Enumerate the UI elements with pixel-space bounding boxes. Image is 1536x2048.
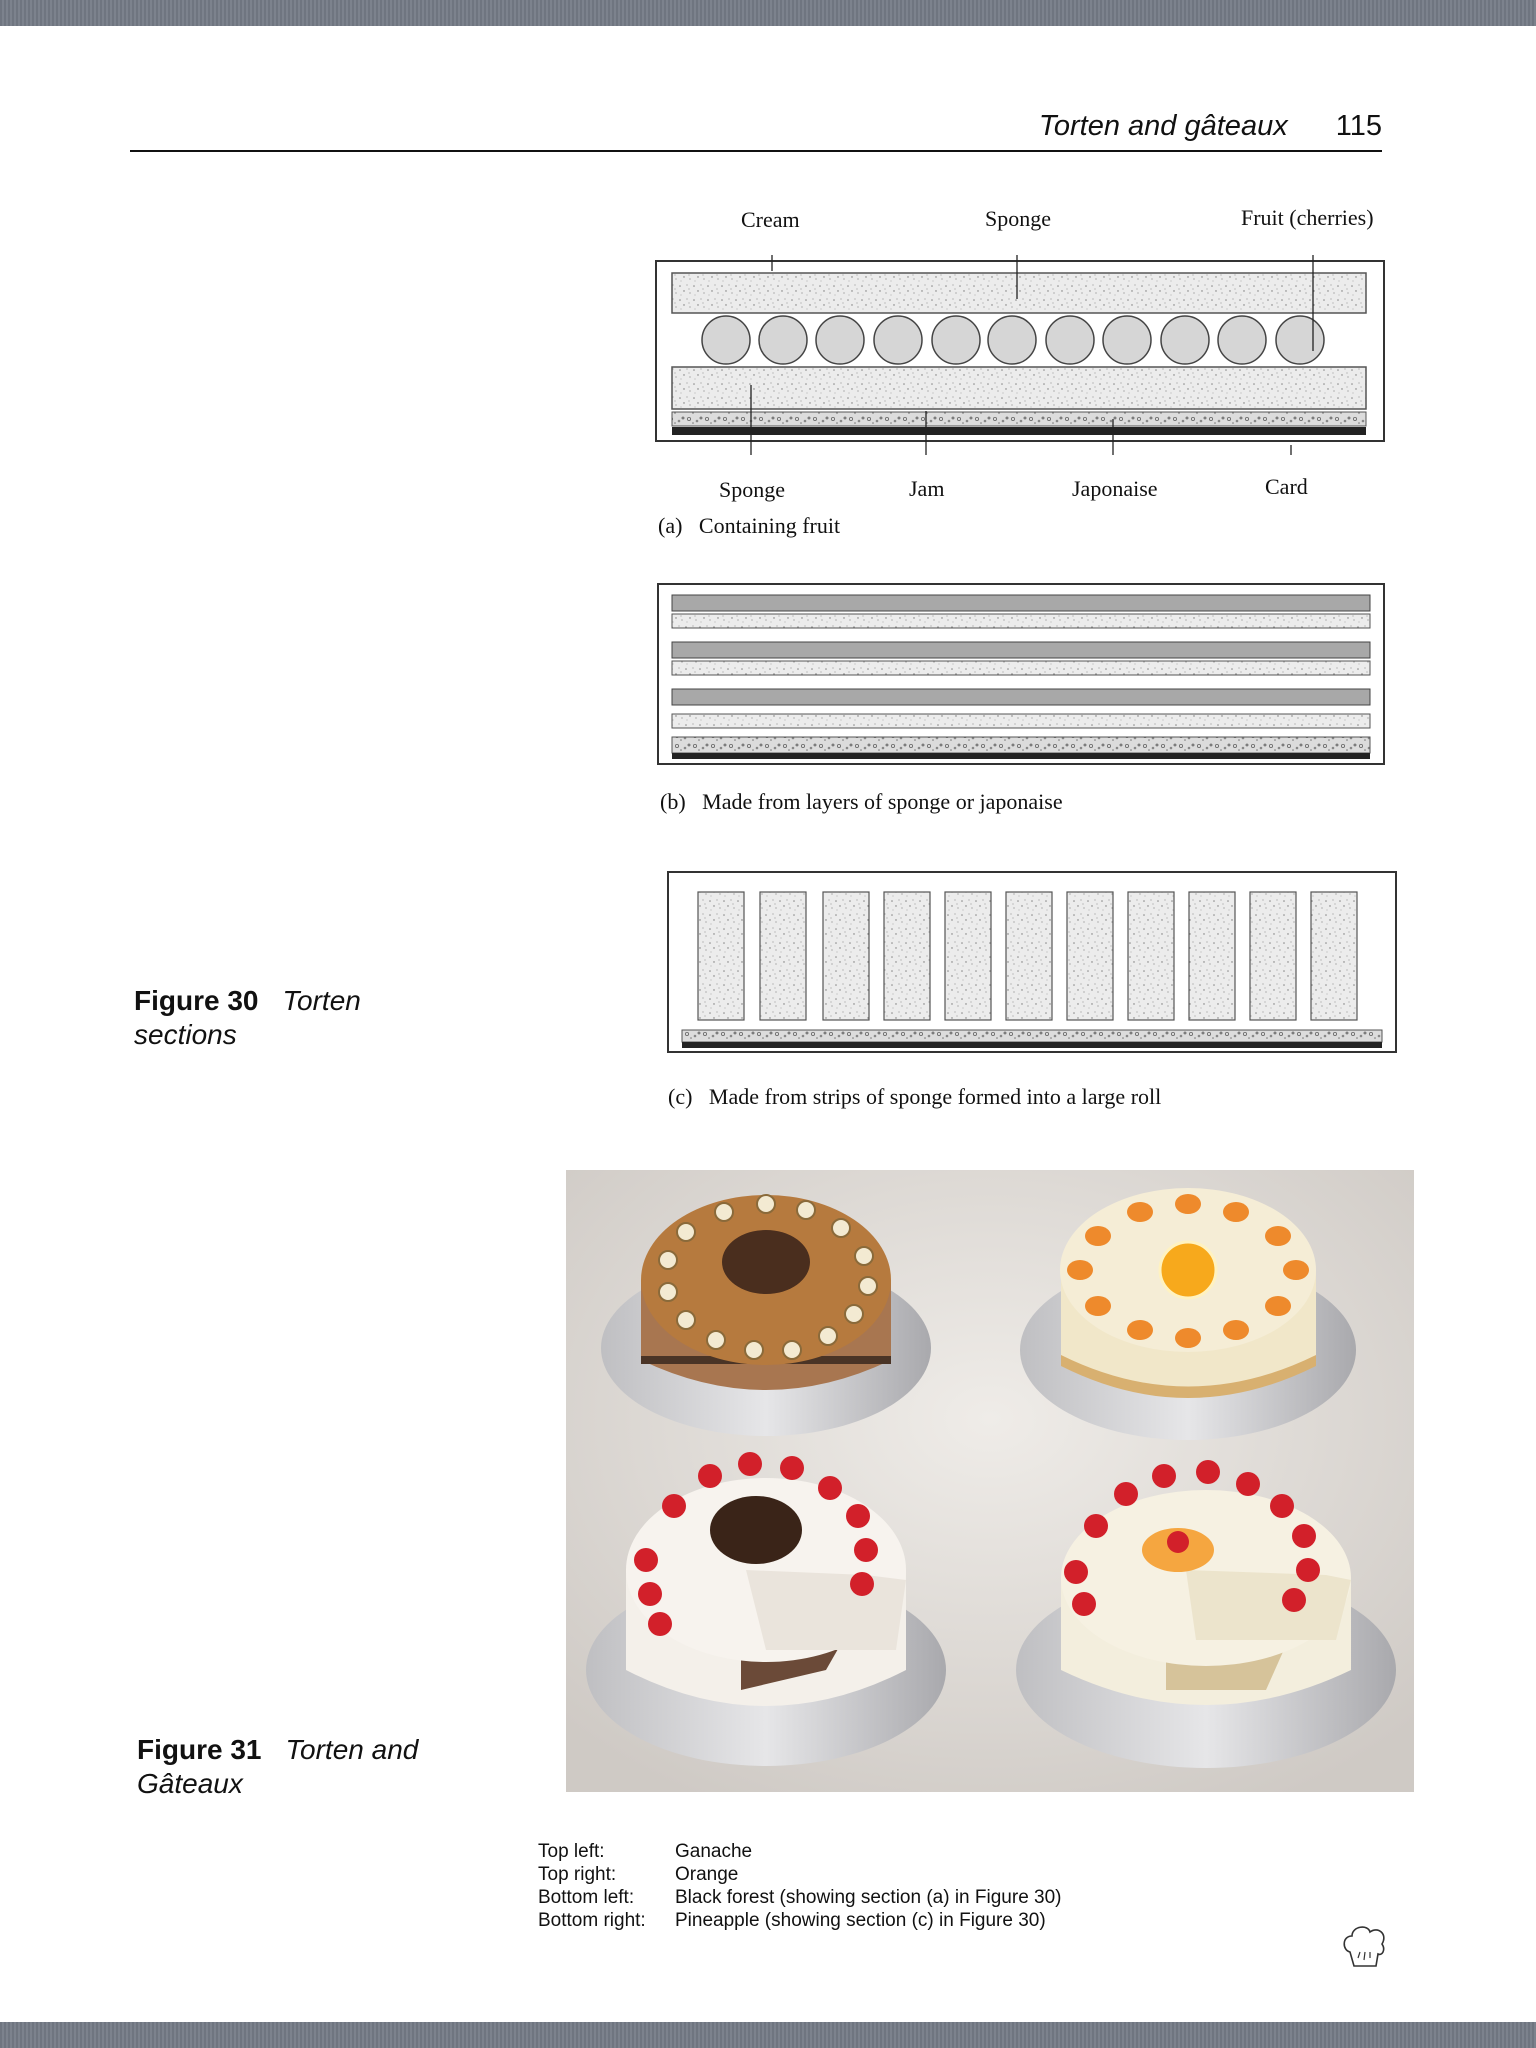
caption-b-letter: (b)	[660, 789, 686, 814]
sponge-layer-1	[672, 614, 1370, 628]
caption-c-letter: (c)	[668, 1084, 693, 1109]
figure-31-title-line2: Gâteaux	[137, 1768, 243, 1799]
caption-b	[660, 789, 1063, 815]
sponge-strips	[698, 892, 1357, 1020]
torten-section-b-diagram	[656, 582, 1386, 768]
sponge-layer-3	[672, 714, 1370, 728]
japonaise-base-c	[682, 1030, 1382, 1042]
key-position: Bottom left:	[538, 1887, 635, 1908]
figure-31-title-line1: Torten and	[285, 1734, 419, 1765]
japonaise-layer	[672, 412, 1366, 426]
card-base-c	[682, 1042, 1382, 1048]
jam-layer-1	[672, 595, 1370, 611]
card-base-b	[672, 753, 1370, 759]
sponge-layer-top	[672, 273, 1366, 313]
figure-31-number: Figure 31	[137, 1734, 262, 1765]
key-name: Ganache	[675, 1841, 753, 1862]
caption-a-text: Containing fruit	[698, 513, 841, 538]
figure-31-title	[137, 1733, 418, 1801]
jam-layer-3	[672, 689, 1370, 705]
running-head	[1039, 110, 1382, 143]
running-title: Torten and gâteaux	[1038, 110, 1288, 142]
key-position: Top right:	[538, 1864, 617, 1885]
key-position: Bottom right:	[538, 1910, 646, 1931]
header-rule	[130, 150, 1382, 152]
caption-c	[668, 1084, 1161, 1110]
key-row	[538, 1909, 1062, 1932]
label-sponge-bottom: Sponge	[719, 477, 785, 502]
label-jam: Jam	[909, 476, 945, 501]
key-row	[538, 1863, 1062, 1886]
figure-31-key	[538, 1840, 1062, 1932]
torten-section-a-diagram	[650, 255, 1390, 455]
caption-a-letter: (a)	[658, 513, 683, 538]
viewer-bottom-bar	[0, 2022, 1536, 2048]
label-cream: Cream	[741, 207, 800, 232]
figure-30-title-line1: Torten	[282, 985, 361, 1016]
viewer-top-bar	[0, 0, 1536, 26]
figure-30-number: Figure 30	[134, 985, 259, 1016]
key-position: Top left:	[538, 1841, 605, 1862]
key-name: Pineapple (showing section (c) in Figure 30)	[675, 1910, 1046, 1931]
caption-c-text: Made from strips of sponge formed into a large roll	[708, 1084, 1162, 1109]
label-card: Card	[1265, 474, 1308, 499]
key-name: Orange	[675, 1864, 739, 1885]
figure-30-title-line2: sections	[134, 1019, 237, 1050]
key-row	[538, 1840, 1062, 1863]
page-number: 115	[1335, 110, 1382, 142]
label-japonaise: Japonaise	[1072, 476, 1158, 501]
gateaux-photo-illustration	[566, 1170, 1414, 1792]
caption-b-text: Made from layers of sponge or japonaise	[702, 789, 1063, 814]
chef-hat-icon	[1340, 1922, 1390, 1970]
label-fruit-cherries: Fruit (cherries)	[1241, 205, 1374, 230]
cherry-row	[702, 316, 1324, 364]
japonaise-base-b	[672, 737, 1370, 753]
torten-section-c-diagram	[666, 870, 1398, 1056]
gateaux-photo	[566, 1170, 1414, 1792]
caption-a	[658, 513, 840, 539]
key-row	[538, 1886, 1062, 1909]
key-name: Black forest (showing section (a) in Figure 30)	[675, 1887, 1062, 1908]
sponge-layer-bottom	[672, 367, 1366, 409]
figure-30-title	[134, 984, 361, 1052]
sponge-layer-2	[672, 661, 1370, 675]
card-base	[672, 427, 1366, 435]
label-sponge-top: Sponge	[985, 206, 1051, 231]
jam-layer-2	[672, 642, 1370, 658]
